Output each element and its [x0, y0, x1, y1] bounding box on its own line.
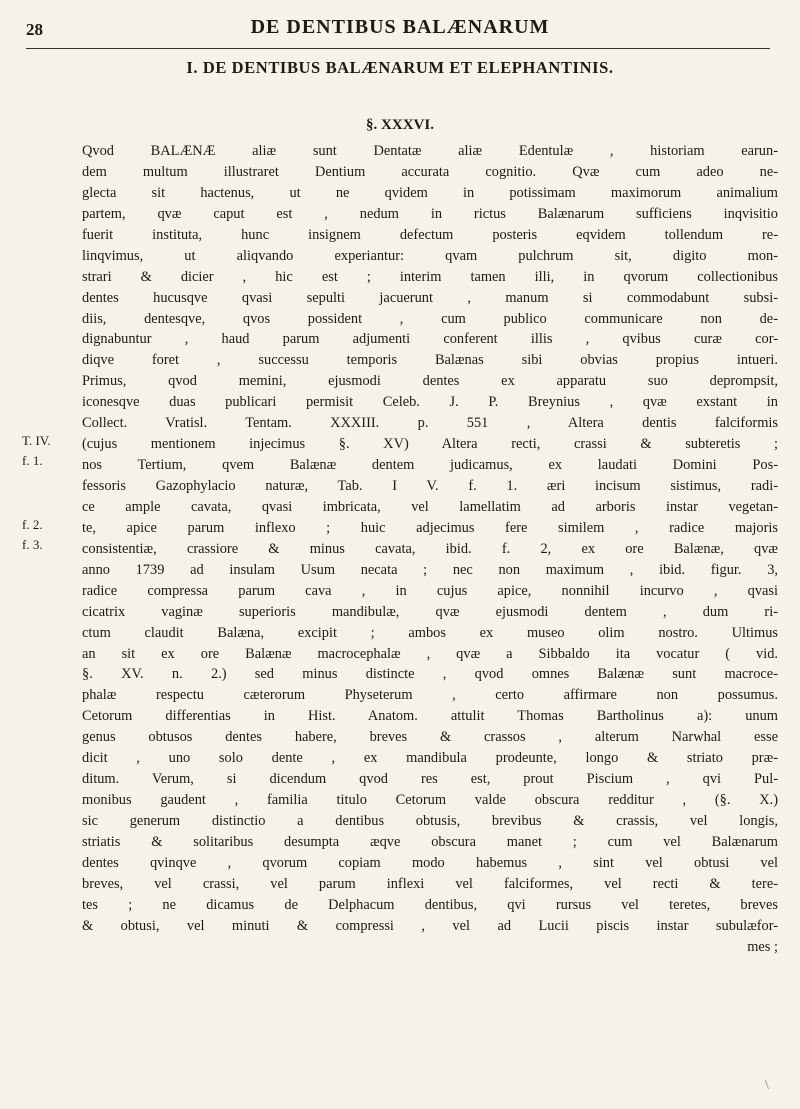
paragraph-number: §. XXXVI. [366, 117, 434, 133]
text-line: dem multum illustraret Dentium accurata cognitio. Qvæ cum adeo ne- [82, 163, 778, 180]
body-text [82, 141, 778, 958]
text-line: anno 1739 ad insulam Usum necata ; nec non maximum , ibid. figur. 3, [82, 561, 778, 578]
text-line: partem, qvæ caput est , nedum in rictus Balænarum sufficiens inqvisitio [82, 205, 778, 222]
text-line: Collect. Vratisl. Tentam. XXXIII. p. 551 , Altera dentis falciformis [82, 415, 778, 432]
text-line: consistentiæ, crassiore & minus cavata, ibid. f. 2, ex ore Balænæ, qvæ [82, 540, 778, 557]
text-line: dentes hucusqve qvasi sepulti jacuerunt , manum si commodabunt subsi- [82, 289, 778, 306]
text-line: iconesqve duas publicari permisit Celeb. J. P. Breynius , qvæ exstant in [82, 394, 778, 411]
text-line: dicit , uno solo dente , ex mandibula prodeunte, longo & striato præ- [82, 750, 778, 767]
text-line: tes ; ne dicamus de Delphacum dentibus, qvi rursus vel teretes, breves [82, 896, 778, 913]
page-number: 28 [26, 20, 43, 39]
text-line: diis, dentesqve, qvos possident , cum publico communicare non de- [82, 310, 778, 327]
margin-note-tab: T. IV. [22, 433, 51, 448]
text-line: monibus gaudent , familia titulo Cetorum valde obscura redditur , (§. X.) [82, 792, 778, 809]
text-line: breves, vel crassi, vel parum inflexi vel falciformes, vel recti & tere- [82, 875, 778, 892]
text-line: phalæ respectu cæterorum Physeterum , certo affirmare non possumus. [82, 687, 778, 704]
text-line: genus obtusos dentes habere, breves & crassos , alterum Narwhal esse [82, 729, 778, 746]
text-line: Primus, qvod memini, ejusmodi dentes ex apparatu suo deprompsit, [82, 373, 778, 390]
text-line: & obtusi, vel minuti & compressi , vel ad Lucii piscis instar subulæfor- [82, 917, 778, 934]
text-line: striatis & solitaribus desumpta æqve obscura manet ; cum vel Balænarum [82, 833, 778, 850]
text-line: ditum. Verum, si dicendum qvod res est, prout Piscium , qvi Pul- [82, 771, 778, 788]
text-line: fessoris Gazophylacio naturæ, Tab. I V. f. 1. æri incisum sistimus, radi- [82, 478, 778, 494]
section-title: I. DE DENTIBUS BALÆNARUM ET ELEPHANTINIS. [186, 58, 614, 77]
text-line: radice compressa parum cava , in cujus apice, nonnihil incurvo , qvasi [82, 582, 778, 599]
text-line: mes ; [747, 938, 778, 955]
margin-note-fig3: f. 3. [22, 537, 43, 552]
margin-note-fig1: f. 1. [22, 453, 43, 468]
text-line: an sit ex ore Balænæ macrocephalæ , qvæ a Sibbaldo ita vocatur ( vid. [82, 645, 778, 662]
text-line: dentes qvinqve , qvorum copiam modo habemus , sint vel obtusi vel [82, 854, 778, 871]
stray-ink-mark-icon: \ [765, 1078, 769, 1093]
text-line: (cujus mentionem injecimus §. XV) Altera recti, crassi & subteretis ; [82, 436, 778, 453]
text-line: ctum claudit Balæna, excipit ; ambos ex museo olim nostro. Ultimus [82, 624, 778, 641]
text-line: fuerit instituta, hunc insignem defectum posteris eqvidem tollendum re- [82, 226, 778, 243]
margin-note-fig2: f. 2. [22, 517, 43, 532]
text-line: cicatrix vaginæ superioris mandibulæ, qvæ ejusmodi dentem , dum ri- [82, 603, 778, 620]
text-line: Cetorum differentias in Hist. Anatom. attulit Thomas Bartholinus a): unum [82, 708, 778, 725]
text-line: Qvod BALÆNÆ aliæ sunt Dentatæ aliæ Edentulæ , historiam earun- [82, 143, 778, 159]
running-head [0, 10, 800, 46]
text-line: glecta sit hactenus, ut ne qvidem in potissimam maximorum animalium [82, 184, 778, 201]
text-line: nos Tertium, qvem Balænæ dentem judicamus, ex laudati Domini Pos- [82, 457, 778, 474]
text-line: sic generum distinctio a dentibus obtusis, brevibus & crassis, vel longis, [82, 813, 778, 829]
text-line: dignabuntur , haud parum adjumenti conferent illis , qvibus curæ cor- [82, 331, 778, 348]
text-line: ce ample cavata, qvasi imbricata, vel lamellatim ad arboris instar vegetan- [82, 498, 778, 515]
header-rule [26, 48, 770, 49]
text-line: §. XV. n. 2.) sed minus distincte , qvod omnes Balænæ sunt macroce- [82, 666, 778, 683]
text-line: diqve foret , successu temporis Balænas sibi obvias propius intueri. [82, 352, 778, 369]
text-line: strari & dicier , hic est ; interim tamen illi, in qvorum collectionibus [82, 268, 778, 285]
text-line: linqvimus, ut aliqvando experiantur: qvam pulchrum sit, digito mon- [82, 247, 778, 264]
running-head-title: DE DENTIBUS BALÆNARUM [250, 16, 550, 38]
text-line: te, apice parum inflexo ; huic adjecimus fere similem , radice majoris [82, 519, 778, 536]
